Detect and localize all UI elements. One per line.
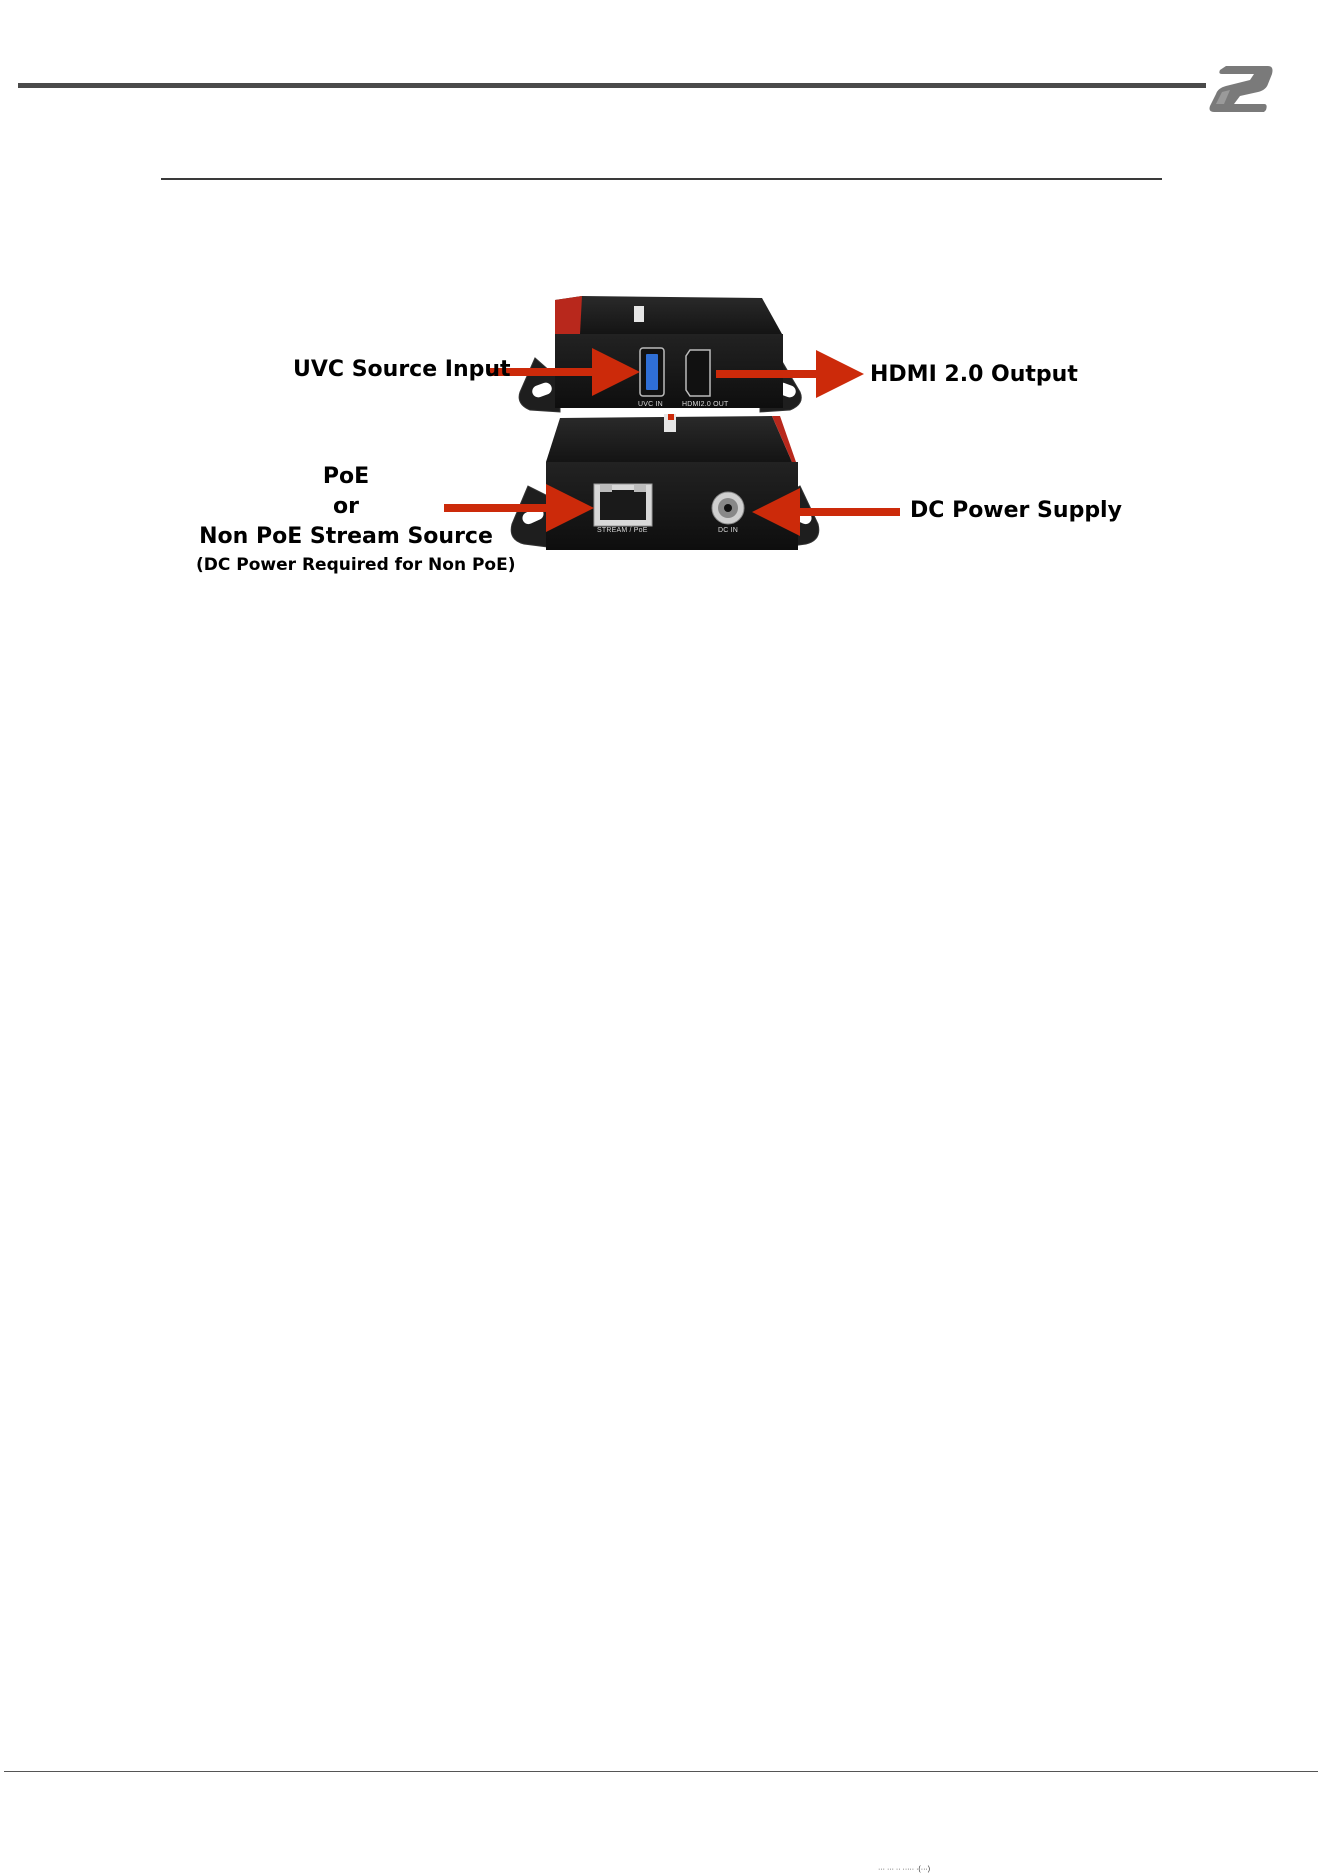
callout-poe-line3: Non PoE Stream Source <box>199 524 493 549</box>
callout-poe-source <box>196 462 516 578</box>
callout-uvc-source-input: UVC Source Input <box>293 357 511 382</box>
upper-device-unit <box>519 296 801 412</box>
port-label-hdmi-out: HDMI2.0 OUT <box>682 401 729 408</box>
lower-device-unit <box>511 414 819 550</box>
callout-hdmi-output: HDMI 2.0 Output <box>870 362 1078 387</box>
port-label-stream-poe: STREAM / PoE <box>597 527 648 534</box>
footer-rule <box>4 1771 1318 1772</box>
callout-poe-line1: PoE <box>322 464 370 489</box>
footer-text-fragment: ··· ··· ·· ····· ·(···) <box>878 1866 931 1873</box>
callout-poe-note: (DC Power Required for Non PoE) <box>196 555 516 575</box>
callout-poe-line2: or <box>333 494 359 519</box>
port-label-uvc-in: UVC IN <box>638 401 663 408</box>
port-label-dc-in: DC IN <box>718 527 739 534</box>
callout-dc-power-supply: DC Power Supply <box>910 498 1122 523</box>
